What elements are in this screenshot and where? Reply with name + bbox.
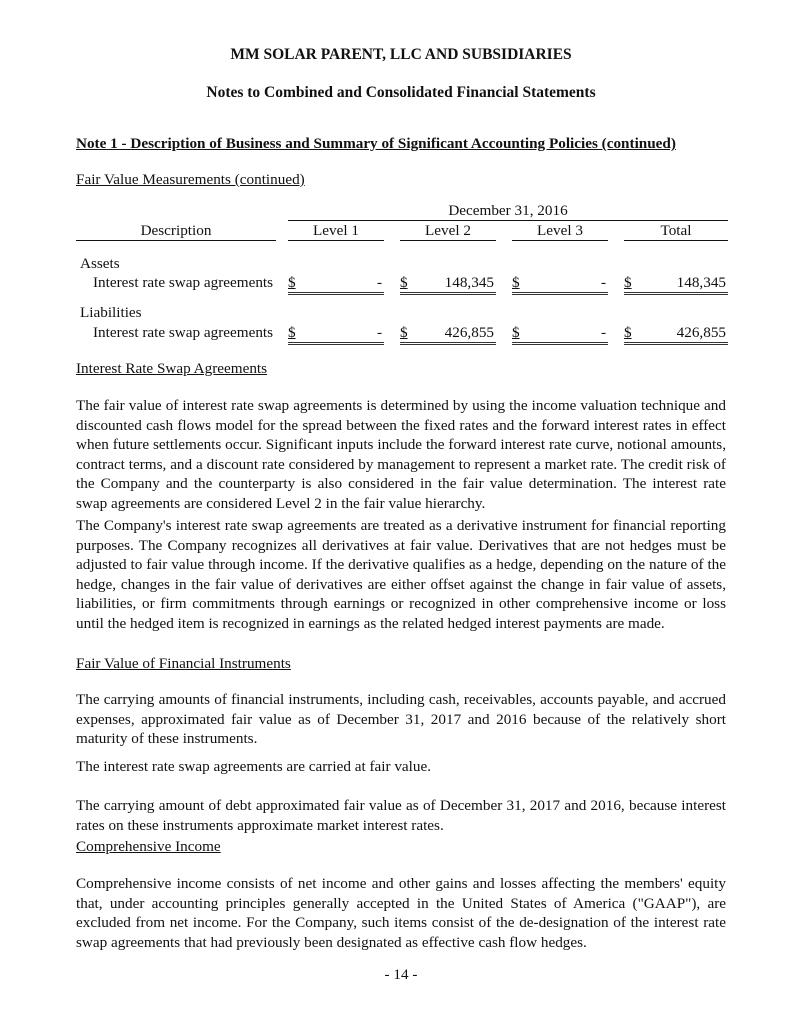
currency-symbol: $ [400,324,408,341]
table-cell-liabilities-level-2 [400,324,496,345]
table-cell-assets-level-2 [400,274,496,295]
paragraph: The Company's interest rate swap agreements are treated as a derivative instrument for financial reporting purposes. The Company recognizes all derivatives at fair value. Derivatives that are not hedges must be adjusted to fair value through income. If the derivative qualifies as a hedge, depending on the nature of the hedge, changes in the fair value of derivatives are either offset against the change in fair value of assets, liabilities, or firm commitments through earnings or recognized in other comprehensive income or loss until the hedged item is recognized in earnings as the related hedged interest payments are made. [76,517,726,632]
group-label-assets: Assets [80,255,120,272]
column-header-level-3: Level 3 [512,222,608,241]
table-cell-liabilities-total [624,324,728,345]
cell-value: 426,855 [444,324,494,341]
section-heading-interest-rate-swap: Interest Rate Swap Agreements [76,360,268,377]
table-cell-assets-level-1 [288,274,384,295]
currency-symbol: $ [288,324,296,341]
paragraph: The interest rate swap agreements are carried at fair value. [76,758,432,775]
column-header-total: Total [624,222,728,241]
currency-symbol: $ [512,274,520,291]
table-row-label: Interest rate swap agreements [93,274,274,291]
currency-symbol: $ [288,274,296,291]
section-heading-comprehensive-income: Comprehensive Income [76,838,221,855]
group-label-liabilities: Liabilities [80,304,142,321]
table-period-header: December 31, 2016 [288,202,728,221]
cell-value: - [600,324,606,341]
cell-value: 148,345 [444,274,494,291]
currency-symbol: $ [512,324,520,341]
table-cell-liabilities-level-3 [512,324,608,345]
paragraph: The carrying amount of debt approximated fair value as of December 31, 2017 and 2016, because interest rates on these instruments approximate market interest rates. [76,797,726,834]
column-header-description: Description [76,222,276,241]
column-header-level-1: Level 1 [288,222,384,241]
table-cell-assets-total [624,274,728,295]
page-number: - 14 - [384,966,418,983]
note-heading: Note 1 - Description of Business and Summary of Significant Accounting Policies (continued) [76,135,676,152]
table-row-label: Interest rate swap agreements [93,324,274,341]
currency-symbol: $ [624,324,632,341]
cell-value: 426,855 [676,324,726,341]
paragraph: The carrying amounts of financial instruments, including cash, receivables, accounts payable, and accrued expenses, approximated fair value as of December 31, 2017 and 2016 because of the relatively short maturity of these instruments. [76,691,726,748]
fair-value-measurements-heading: Fair Value Measurements (continued) [76,171,305,188]
cell-value: - [376,324,382,341]
currency-symbol: $ [624,274,632,291]
paragraph: The fair value of interest rate swap agreements is determined by using the income valuation technique and discounted cash flows model for the spread between the fixed rates and the forward interest rates in effect when future settlements occur. Significant inputs include the forward interest rate curve, notional amounts, contract terms, and a discount rate considered by management to represent a market rate. The credit risk of the Company and the counterparty is also considered in the fair value determination. The interest rate swap agreements are considered Level 2 in the fair value hierarchy. [76,397,726,512]
section-heading-fair-value-financial-instruments: Fair Value of Financial Instruments [76,655,291,672]
column-header-level-2: Level 2 [400,222,496,241]
company-title: MM SOLAR PARENT, LLC AND SUBSIDIARIES [230,46,572,63]
currency-symbol: $ [400,274,408,291]
document-subtitle: Notes to Combined and Consolidated Financial Statements [206,84,596,101]
table-cell-assets-level-3 [512,274,608,295]
paragraph: Comprehensive income consists of net income and other gains and losses affecting the members' equity that, under accounting principles generally accepted in the United States of America ("GAAP"), are excluded from net income. For the Company, such items consist of the de-designation of the interest rate swap agreements that had previously been designated as effective cash flow hedges. [76,875,726,951]
cell-value: - [376,274,382,291]
table-cell-liabilities-level-1 [288,324,384,345]
cell-value: 148,345 [676,274,726,291]
cell-value: - [600,274,606,291]
